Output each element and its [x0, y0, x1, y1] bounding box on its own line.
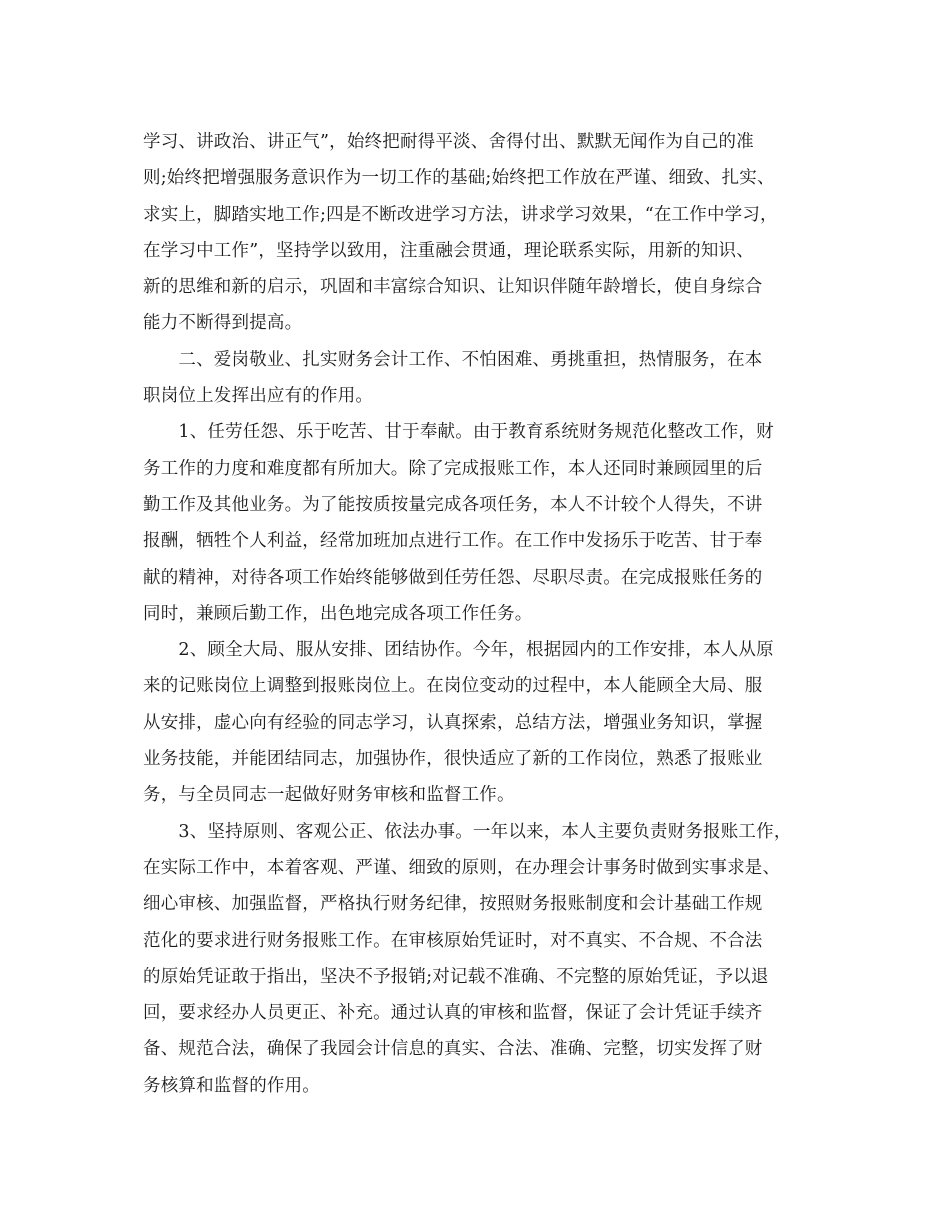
- paragraph-heading: 二、爱岗敬业、扎实财务会计工作、不怕困难、勇挑重担，热情服务，在本: [143, 349, 763, 370]
- paragraph-start: 3、坚持原则、客观公正、依法办事。一年以来，本人主要负责财务报账工作，: [143, 821, 792, 842]
- text-line: 范化的要求进行财务报账工作。在审核原始凭证时，对不真实、不合规、不合法: [143, 930, 763, 951]
- text-line: 能力不断得到提高。: [143, 313, 303, 334]
- text-line: 职岗位上发挥出应有的作用。: [143, 386, 374, 407]
- text-line: 务核算和监督的作用。: [143, 1075, 320, 1096]
- text-line: 求实上，脚踏实地工作;四是不断改进学习方法，讲求学习效果，“在工作中学习，: [143, 204, 778, 225]
- text-line: 在学习中工作”，坚持学以致用，注重融会贯通，理论联系实际，用新的知识、: [143, 240, 754, 261]
- text-line: 业务技能，并能团结同志，加强协作，很快适应了新的工作岗位，熟悉了报账业: [143, 749, 763, 770]
- text-line: 从安排，虚心向有经验的同志学习，认真探索，总结方法，增强业务知识，掌握: [143, 712, 763, 733]
- text-line: 报酬，牺牲个人利益，经常加班加点进行工作。在工作中发扬乐于吃苦、甘于奉: [143, 531, 763, 552]
- text-line: 回，要求经办人员更正、补充。通过认真的审核和监督，保证了会计凭证手续齐: [143, 1003, 763, 1024]
- text-line: 勤工作及其他业务。为了能按质按量完成各项任务，本人不计较个人得失，不讲: [143, 494, 763, 515]
- document-body: [143, 124, 811, 1104]
- text-line: 学习、讲政治、讲正气”，始终把耐得平淡、舍得付出、默默无闻作为自己的准: [143, 132, 754, 152]
- text-line: 备、规范合法，确保了我园会计信息的真实、合法、准确、完整，切实发挥了财: [143, 1039, 763, 1060]
- paragraph-start: 1、任劳任怨、乐于吃苦、甘于奉献。由于教育系统财务规范化整改工作，财: [143, 422, 774, 443]
- text-line: 在实际工作中，本着客观、严谨、细致的原则，在办理会计事务时做到实事求是、: [143, 857, 781, 878]
- text-line: 献的精神，对待各项工作始终能够做到任劳任怨、尽职尽责。在完成报账任务的: [143, 567, 763, 588]
- text-line: 务，与全员同志一起做好财务审核和监督工作。: [143, 785, 515, 806]
- text-line: 新的思维和新的启示，巩固和丰富综合知识、让知识伴随年龄增长，使自身综合: [143, 277, 763, 298]
- text-line: 同时，兼顾后勤工作，出色地完成各项工作任务。: [143, 603, 533, 624]
- paragraph-start: 2、顾全大局、服从安排、团结协作。今年，根据园内的工作安排，本人从原: [143, 640, 774, 661]
- text-line: 则;始终把增强服务意识作为一切工作的基础;始终把工作放在严谨、细致、扎实、: [143, 168, 775, 189]
- text-line: 务工作的力度和难度都有所加大。除了完成报账工作，本人还同时兼顾园里的后: [143, 458, 763, 479]
- text-line: 来的记账岗位上调整到报账岗位上。在岗位变动的过程中，本人能顾全大局、服: [143, 676, 763, 697]
- text-line: 细心审核、加强监督，严格执行财务纪律，按照财务报账制度和会计基础工作规: [143, 894, 763, 915]
- text-line: 的原始凭证敢于指出，坚决不予报销;对记载不准确、不完整的原始凭证，予以退: [143, 966, 769, 987]
